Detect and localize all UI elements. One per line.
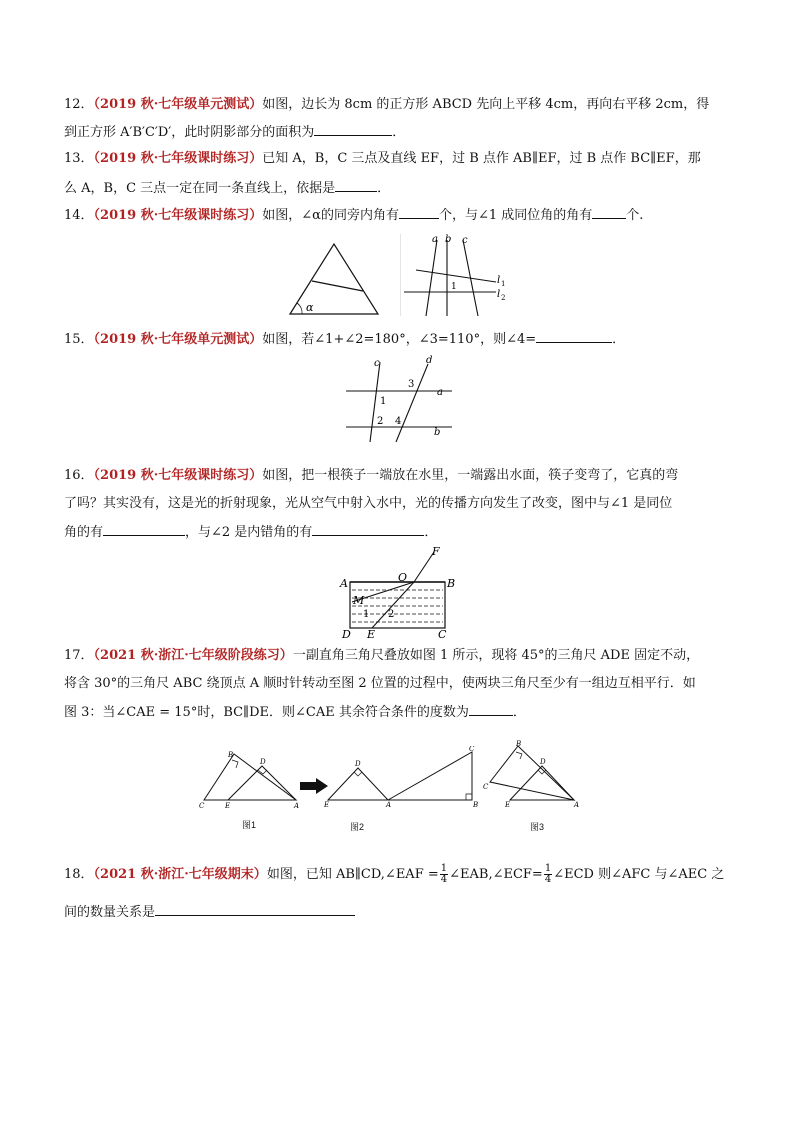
- triangle-abc: [204, 754, 296, 800]
- punct: ．: [377, 181, 391, 196]
- question-text: 角的有: [64, 525, 104, 540]
- fraction-one-fourth: [544, 864, 552, 885]
- angle-4-label: 4: [395, 416, 402, 427]
- punct: ．: [612, 332, 626, 347]
- right-angle-mark: [232, 760, 238, 768]
- question-number: 18．: [64, 867, 94, 882]
- label-A: A: [340, 577, 348, 590]
- triangle-abc: [388, 752, 472, 800]
- triangle-ade: [228, 766, 296, 800]
- label-D: D: [540, 758, 546, 766]
- q13-line2: [64, 178, 390, 198]
- label-B: B: [447, 577, 456, 590]
- question-text: 么 A，B，C 三点一定在同一条直线上，依据是: [64, 181, 336, 196]
- label-D: D: [355, 760, 361, 768]
- line-a: [426, 240, 437, 316]
- question-text: 如图，若∠1+∠2=180°，∠3=110°，则∠4=: [262, 332, 537, 347]
- punct: 个.: [626, 208, 644, 223]
- angle-1-label: 1: [451, 282, 457, 292]
- question-text: 间的数量关系是: [64, 905, 156, 920]
- label-l2: l: [497, 289, 501, 300]
- line-d: [396, 364, 428, 442]
- question-number: 17．: [64, 648, 94, 663]
- label-E: E: [505, 801, 511, 808]
- q17-figure2: [322, 746, 482, 808]
- fraction-one-fourth: [440, 864, 448, 885]
- question-source: （2019 秋·七年级课时练习）: [93, 151, 263, 166]
- question-text: 如图，∠α的同旁内角有: [262, 208, 399, 223]
- label-A: A: [386, 801, 392, 808]
- chopstick-above: [414, 552, 434, 582]
- label-F: F: [432, 545, 440, 558]
- line-l1: [416, 270, 496, 282]
- triangle-shape: [290, 244, 378, 314]
- angle-2-label: 2: [388, 609, 395, 620]
- question-source: （2019 秋·七年级单元测试）: [93, 332, 263, 347]
- punct: ．: [424, 525, 438, 540]
- q17-line2: [64, 675, 696, 693]
- label-c: c: [374, 358, 380, 369]
- right-angle-mark: [466, 794, 472, 800]
- question-text: 个，与∠1 成同位角的角有: [438, 208, 593, 223]
- answer-blank[interactable]: [399, 205, 439, 219]
- label-l1-sub: 1: [501, 280, 506, 288]
- q18-line1: [64, 864, 724, 886]
- label-B: B: [228, 751, 234, 759]
- q18-line2: [64, 902, 355, 922]
- label-M: M: [353, 594, 365, 607]
- q15-figure: [340, 352, 460, 444]
- question-source: （2021 秋·浙江·七年级阶段练习）: [93, 648, 293, 663]
- label-b: b: [445, 234, 452, 245]
- triangle-ade: [510, 766, 574, 800]
- question-text: 如图，边长为 8cm 的正方形 ABCD 先向上平移 4cm，再向右平移 2cm，得: [262, 97, 710, 112]
- question-text: ∠ECD 则∠AFC 与∠AEC 之: [553, 867, 725, 882]
- label-l2-sub: 2: [501, 294, 506, 302]
- q14-triangle-figure: [286, 240, 381, 318]
- answer-blank[interactable]: [155, 902, 355, 916]
- label-l1: l: [497, 275, 501, 286]
- question-text: 了吗？其实没有，这是光的折射现象，光从空气中射入水中，光的传播方向发生了改变，图中与∠1 是同位: [64, 496, 673, 511]
- answer-blank[interactable]: [536, 329, 612, 343]
- fraction-numerator: 1: [440, 863, 448, 874]
- label-D: D: [260, 758, 266, 766]
- label-d: d: [426, 355, 433, 366]
- angle-3-label: 3: [408, 379, 415, 390]
- right-angle-mark: [354, 772, 362, 776]
- q16-line1: [64, 467, 678, 485]
- question-text: 已知 A，B，C 三点及直线 EF，过 B 点作 AB∥EF，过 B 点作 BC∥EF，那: [262, 151, 701, 166]
- question-text: 到正方形 A′B′C′D′，此时阴影部分的面积为: [64, 125, 315, 140]
- question-source: （2019 秋·七年级课时练习）: [93, 208, 263, 223]
- q17-figure1: [196, 748, 306, 810]
- question-source: （2019 秋·七年级课时练习）: [93, 468, 263, 483]
- q16-line2: [64, 495, 672, 513]
- question-number: 12．: [64, 97, 94, 112]
- figure1-caption: 图1: [242, 820, 257, 830]
- question-text: 将含 30°的三角尺 ABC 绕顶点 A 顺时针转动至图 2 位置的过程中，使两块三角尺至少有一组边互相平行．如: [64, 676, 696, 691]
- question-text: 如图，把一根筷子一端放在水里，一端露出水面，筷子变弯了，它真的弯: [262, 468, 679, 483]
- label-E: E: [324, 801, 330, 808]
- question-text: 如图，已知 AB∥CD,∠EAF =: [266, 867, 439, 882]
- label-b: b: [434, 427, 441, 438]
- angle-alpha-label: α: [306, 301, 314, 314]
- label-E: E: [367, 628, 376, 640]
- label-E: E: [225, 802, 231, 810]
- angle-arc: [297, 303, 302, 314]
- label-D: D: [342, 628, 351, 640]
- question-text: 一副直角三角尺叠放如图 1 所示，现将 45°的三角尺 ADE 固定不动，: [292, 648, 700, 663]
- label-C: C: [469, 746, 475, 753]
- q16-figure: [338, 544, 460, 640]
- angle-2-label: 2: [377, 416, 384, 427]
- angle-1-label: 1: [363, 609, 370, 620]
- triangle-ade: [328, 768, 388, 800]
- label-A: A: [294, 802, 300, 810]
- figure3-caption: 图3: [530, 822, 545, 832]
- question-text: ∠EAB,∠ECF=: [449, 867, 543, 882]
- label-O: O: [398, 571, 408, 584]
- question-text: ，与∠2 是内错角的有: [185, 525, 313, 540]
- label-C: C: [199, 802, 205, 810]
- label-A: A: [574, 801, 580, 808]
- answer-blank[interactable]: [592, 205, 626, 219]
- answer-blank[interactable]: [314, 122, 392, 136]
- label-B: B: [473, 801, 479, 808]
- line-c: [370, 362, 380, 442]
- q17-line1: [64, 647, 699, 665]
- q16-line3: [64, 522, 437, 542]
- question-text: 图 3：当∠CAE = 15°时，BC∥DE．则∠CAE 其余符合条件的度数为: [64, 705, 469, 720]
- label-C: C: [483, 783, 489, 791]
- answer-blank[interactable]: [335, 178, 377, 192]
- q14-line1: [64, 205, 643, 225]
- answer-blank[interactable]: [312, 522, 424, 536]
- question-source: （2021 秋·浙江·七年级期末）: [93, 867, 267, 882]
- question-number: 13．: [64, 151, 94, 166]
- question-source: （2019 秋·七年级单元测试）: [93, 97, 263, 112]
- q17-figure3: [482, 740, 588, 808]
- q14-lines-figure: [400, 232, 510, 318]
- triangle-abc: [490, 746, 574, 800]
- label-a: a: [432, 234, 438, 245]
- q12-line2: [64, 122, 405, 142]
- angle-1-label: 1: [380, 396, 387, 407]
- q17-line3: [64, 702, 526, 722]
- fraction-denominator: 4: [440, 874, 448, 885]
- punct: ．: [512, 705, 526, 720]
- arrow-shaft: [300, 782, 316, 790]
- answer-blank[interactable]: [469, 702, 513, 716]
- label-C: C: [438, 628, 447, 640]
- question-number: 14．: [64, 208, 94, 223]
- right-angle-mark: [516, 752, 522, 759]
- fraction-numerator: 1: [544, 863, 552, 874]
- transversal-line: [312, 281, 363, 291]
- q13-line1: [64, 150, 701, 168]
- label-a: a: [437, 387, 443, 398]
- label-B: B: [516, 740, 522, 748]
- answer-blank[interactable]: [103, 522, 185, 536]
- figure2-caption: 图2: [350, 822, 365, 832]
- q15-line1: [64, 329, 625, 349]
- fraction-denominator: 4: [544, 874, 552, 885]
- q12-line1: [64, 96, 709, 114]
- label-c: c: [462, 235, 468, 246]
- question-number: 16．: [64, 468, 94, 483]
- punct: ．: [392, 125, 406, 140]
- question-number: 15．: [64, 332, 94, 347]
